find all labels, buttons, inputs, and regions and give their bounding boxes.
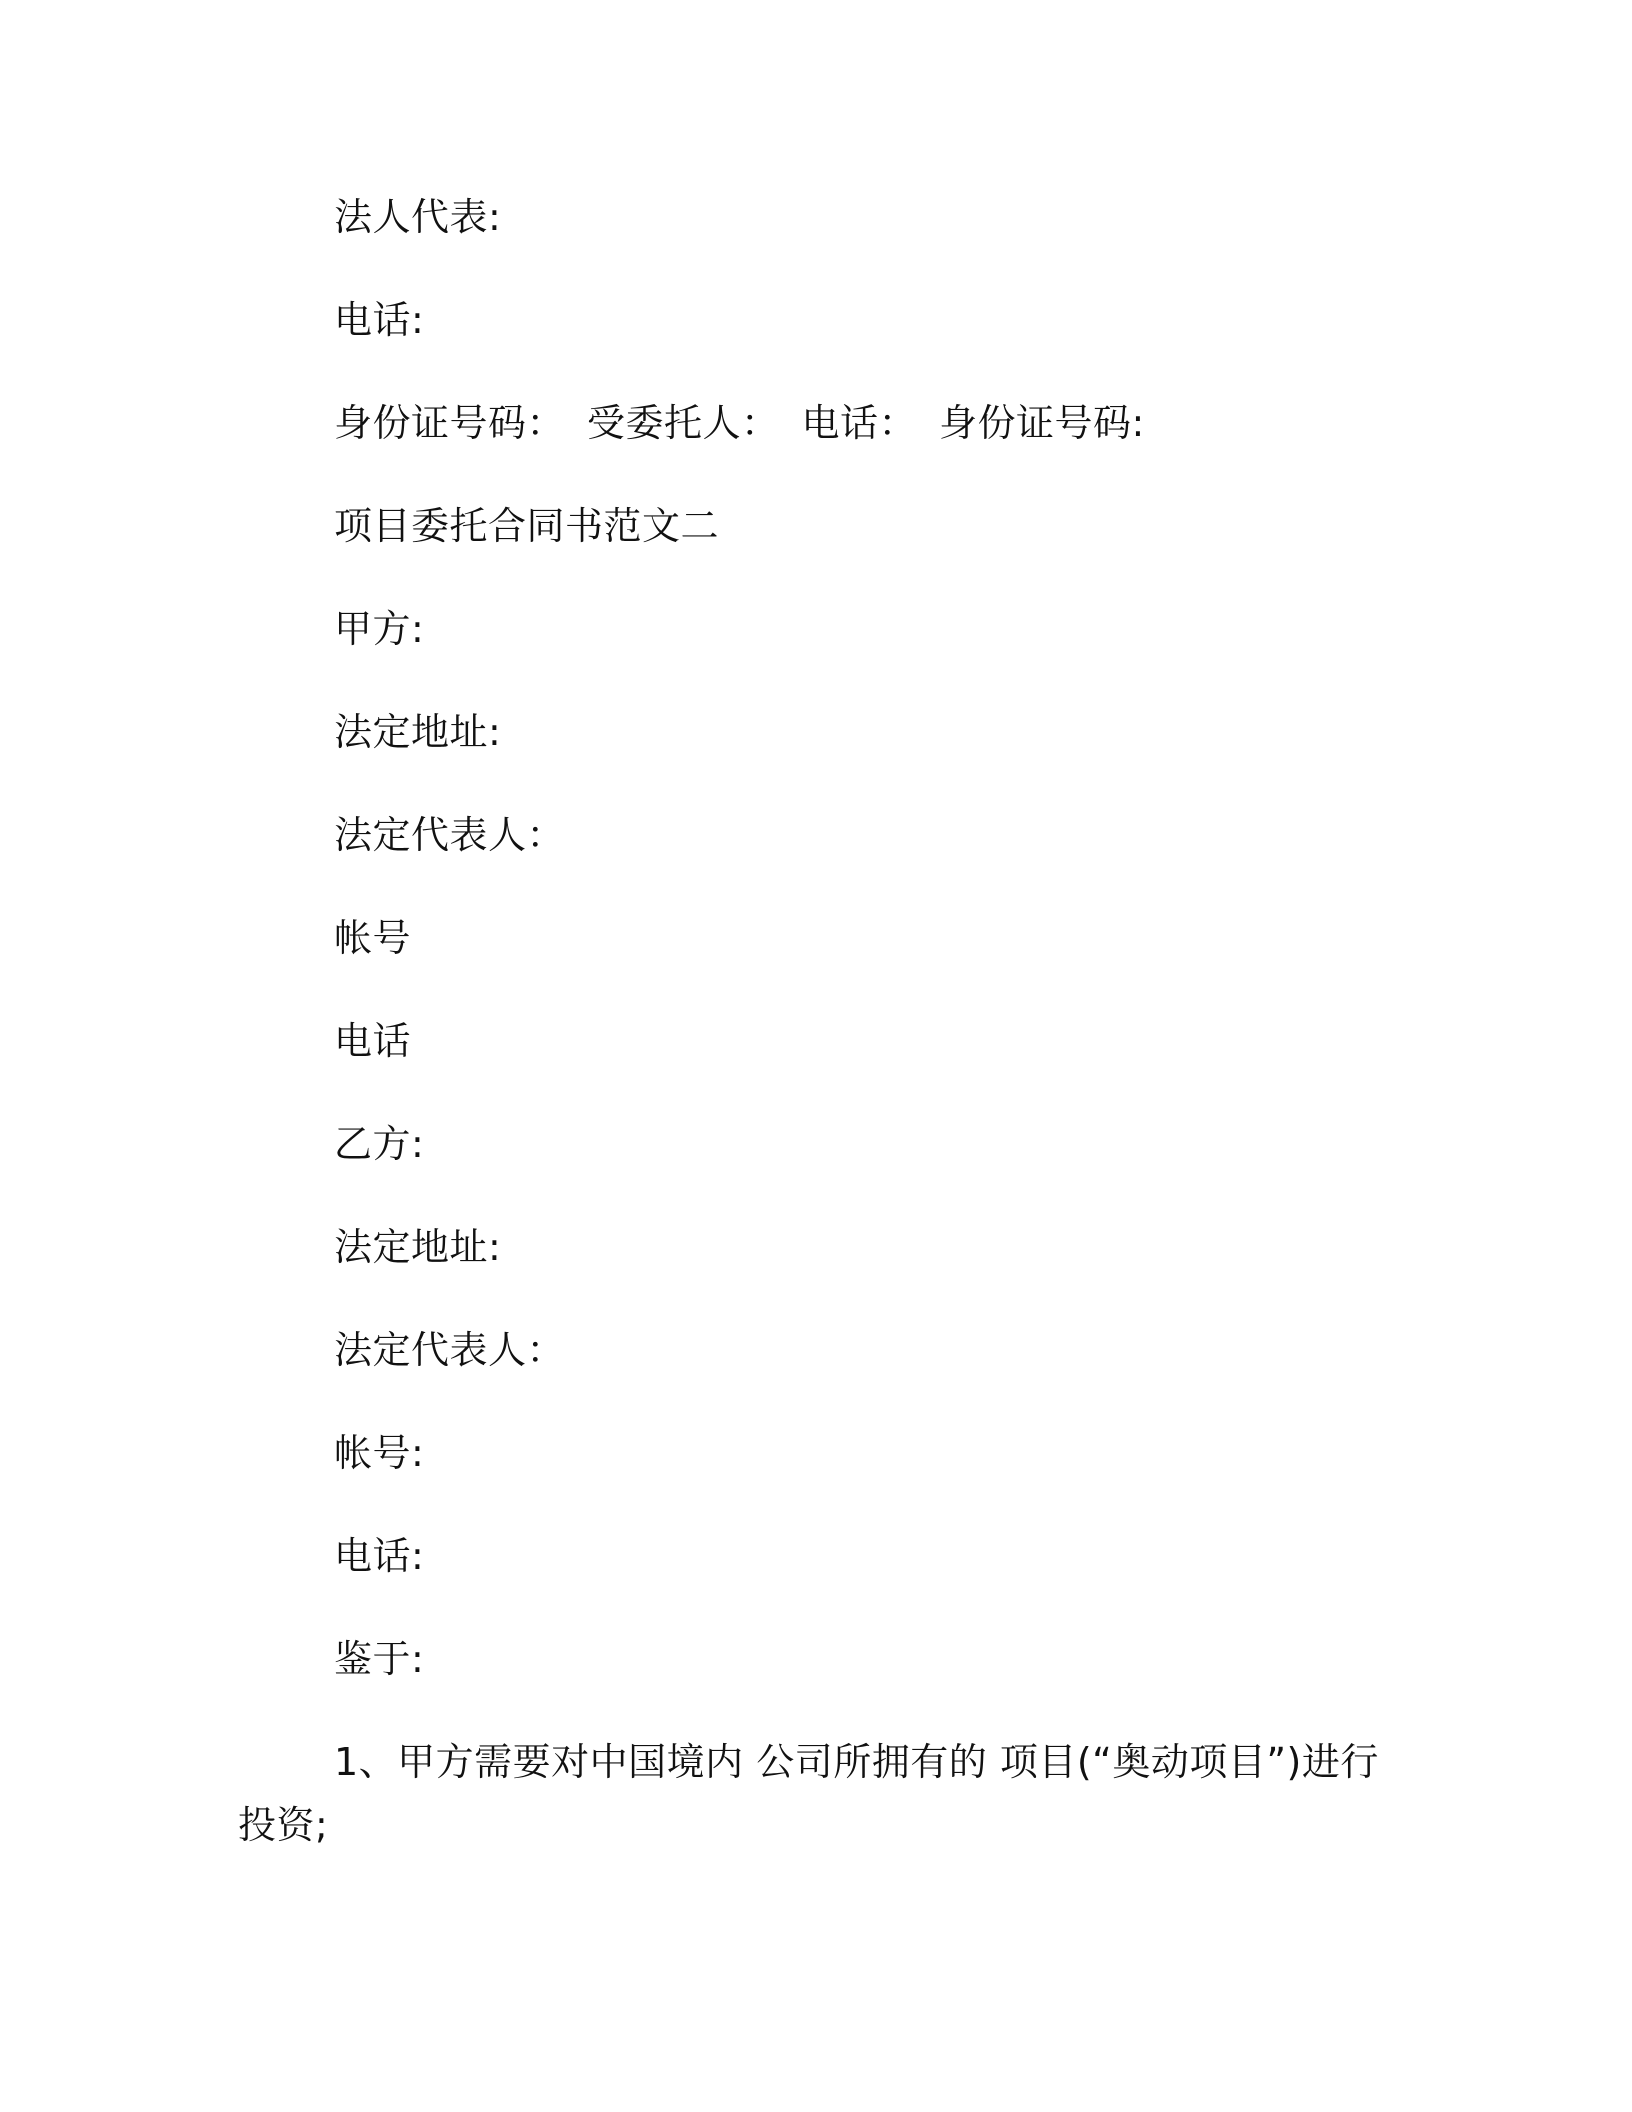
party-a-legal-address-label: 法定地址: <box>334 710 502 754</box>
party-a-label: 甲方: <box>334 607 425 651</box>
clause-1-continuation: 投资; <box>238 1803 329 1847</box>
party-b-account-label: 帐号: <box>334 1431 425 1475</box>
whereas-label: 鉴于: <box>334 1637 425 1681</box>
party-a-legal-representative-label: 法定代表人： <box>334 813 566 857</box>
party-a-phone-label: 电话 <box>334 1019 412 1063</box>
party-a-account-label: 帐号 <box>334 916 412 960</box>
phone-label: 电话: <box>334 298 425 342</box>
id-and-trustee-line <box>334 398 1145 448</box>
trustee-phone-label: 电话： <box>801 401 918 445</box>
id-number-label: 身份证号码： <box>334 401 566 445</box>
trustee-label: 受委托人： <box>587 401 780 445</box>
party-b-legal-representative-label: 法定代表人： <box>334 1328 566 1372</box>
clause-1-text: 1、甲方需要对中国境内 公司所拥有的 项目(“奥动项目”)进行 <box>334 1740 1379 1784</box>
trustee-id-number-label: 身份证号码: <box>939 401 1145 445</box>
party-b-label: 乙方: <box>334 1122 425 1166</box>
party-b-phone-label: 电话: <box>334 1534 425 1578</box>
party-b-legal-address-label: 法定地址: <box>334 1225 502 1269</box>
section-title: 项目委托合同书范文二 <box>334 504 720 548</box>
legal-representative-label: 法人代表: <box>334 195 502 239</box>
